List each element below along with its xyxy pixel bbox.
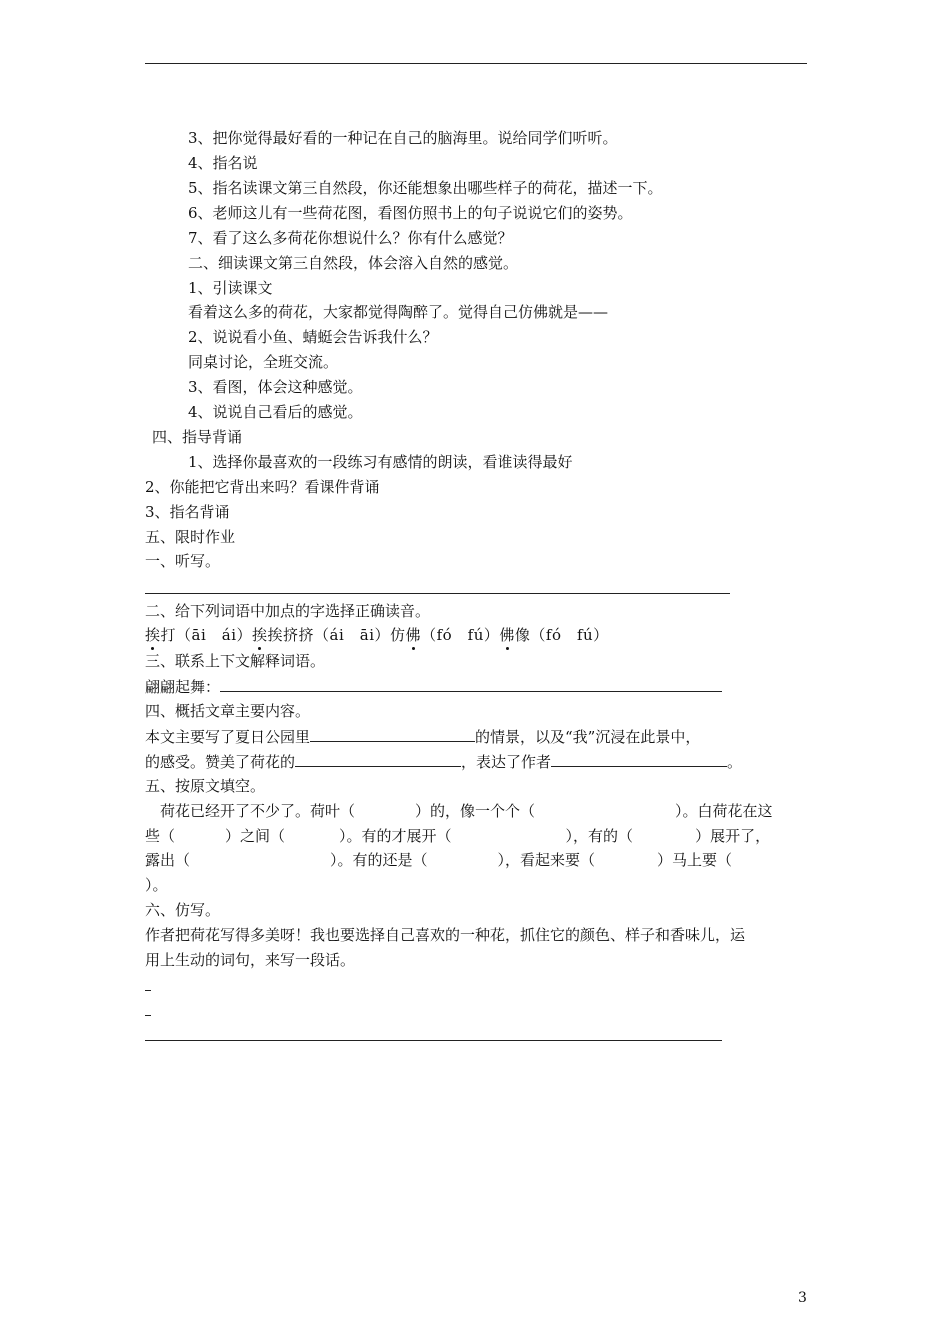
page-number: 3 xyxy=(798,1290,807,1306)
text-line: 2、你能把它背出来吗？看课件背诵 xyxy=(145,478,380,496)
text-line: 6、老师这儿有一些荷花图，看图仿照书上的句子说说它们的姿势。 xyxy=(188,204,633,222)
sentence-part: ）。有的还是（ xyxy=(330,851,428,869)
text-line xyxy=(145,726,700,747)
dotted-char: 佛 xyxy=(499,626,515,644)
pinyin-choice-row xyxy=(145,625,609,645)
pinyin-options: （fó fú） xyxy=(530,626,609,644)
text-line: 3、把你觉得最好看的一种记在自己的脑海里。说给同学们听听。 xyxy=(188,129,618,147)
sentence-part: 。 xyxy=(727,753,743,771)
sentence-part: ）。有的才展开（ xyxy=(339,827,452,845)
sentence-part: ，表达了作者 xyxy=(461,753,552,771)
text-line: 4、说说自己看后的感觉。 xyxy=(188,403,363,421)
exercise-heading: 五、按原文填空。 xyxy=(145,777,266,795)
pinyin-options: （fó fú） xyxy=(421,626,500,644)
writing-line-stub xyxy=(145,1015,151,1016)
sentence-part: ）。白荷花在这 xyxy=(675,802,773,820)
sentence-part: ）之间（ xyxy=(225,827,286,845)
text-line: 作者把荷花写得多美呀！我也要选择自己喜欢的一种花，抓住它的颜色、样子和香味儿，运 xyxy=(145,926,746,944)
text-line: 3、指名背诵 xyxy=(145,503,230,521)
sentence-part: ）的，像一个个（ xyxy=(415,802,536,820)
term-label: 翩翩起舞： xyxy=(145,678,221,696)
sentence-part: 些（ xyxy=(145,827,176,845)
dotted-char: 挨 xyxy=(145,626,161,644)
fill-row xyxy=(145,850,732,870)
answer-blank[interactable] xyxy=(295,751,461,767)
text-line: 2、说说看小鱼、蜻蜓会告诉我什么？ xyxy=(188,328,438,346)
text-line: 5、指名读课文第三自然段，你还能想象出哪些样子的荷花，描述一下。 xyxy=(188,179,663,197)
exercise-heading: 四、概括文章主要内容。 xyxy=(145,702,311,720)
header-rule xyxy=(145,63,807,64)
text-line: 1、选择你最喜欢的一段练习有感情的朗读，看谁读得最好 xyxy=(188,453,573,471)
fill-row xyxy=(145,826,770,846)
text-line: 看着这么多的荷花，大家都觉得陶醉了。觉得自己仿佛就是—— xyxy=(188,303,609,321)
text-line: 1、引读课文 xyxy=(188,279,273,297)
section-heading: 五、限时作业 xyxy=(145,528,236,546)
word-text: 仿 xyxy=(390,626,406,644)
dotted-char: 佛 xyxy=(405,626,422,644)
word-text: 打 xyxy=(160,626,177,644)
text-line: 7、看了这么多荷花你想说什么？你有什么感觉？ xyxy=(188,229,513,247)
pinyin-options: （ái āi） xyxy=(314,626,391,644)
pinyin-options: （āi ái） xyxy=(176,626,253,644)
sentence-part: ）展开了， xyxy=(695,827,771,845)
answer-blank[interactable] xyxy=(220,676,722,692)
exercise-heading: 三、联系上下文解释词语。 xyxy=(145,652,326,670)
dictation-answer-line xyxy=(145,593,730,594)
text-line xyxy=(145,751,742,772)
sentence-part: 本文主要写了夏日公园里 xyxy=(145,728,311,746)
writing-line-stub xyxy=(145,990,151,991)
word-text: 像 xyxy=(514,626,531,644)
sentence-part: ），有的（ xyxy=(565,827,634,845)
text-line xyxy=(145,676,722,697)
text-line: 3、看图，体会这种感觉。 xyxy=(188,378,363,396)
writing-answer-line xyxy=(145,1040,722,1041)
sentence-part: 的感受。赞美了荷花的 xyxy=(145,753,296,771)
answer-blank[interactable] xyxy=(551,751,727,767)
dotted-char: 挨 xyxy=(252,626,268,644)
section-heading: 四、指导背诵 xyxy=(152,428,243,446)
word-text: 挨挤挤 xyxy=(267,626,315,644)
sentence-part: 荷花已经开了不少了。荷叶（ xyxy=(160,802,356,820)
text-line: 同桌讨论，全班交流。 xyxy=(188,353,339,371)
text-line: 用上生动的词句，来写一段话。 xyxy=(145,951,356,969)
exercise-heading: 一、听写。 xyxy=(145,552,221,570)
sentence-part: ）马上要（ xyxy=(657,851,733,869)
sentence-part: ），看起来要（ xyxy=(497,851,596,869)
fill-row: ）。 xyxy=(145,876,168,894)
sentence-part: 的情景，以及“我”沉浸在此景中， xyxy=(475,728,701,746)
sentence-part: 露出（ xyxy=(145,851,191,869)
fill-row xyxy=(160,801,773,821)
exercise-heading: 六、仿写。 xyxy=(145,901,221,919)
answer-blank[interactable] xyxy=(310,726,475,742)
exercise-heading: 二、给下列词语中加点的字选择正确读音。 xyxy=(145,602,431,620)
text-line: 4、指名说 xyxy=(188,154,258,172)
section-heading: 二、细读课文第三自然段，体会溶入自然的感觉。 xyxy=(188,254,519,272)
